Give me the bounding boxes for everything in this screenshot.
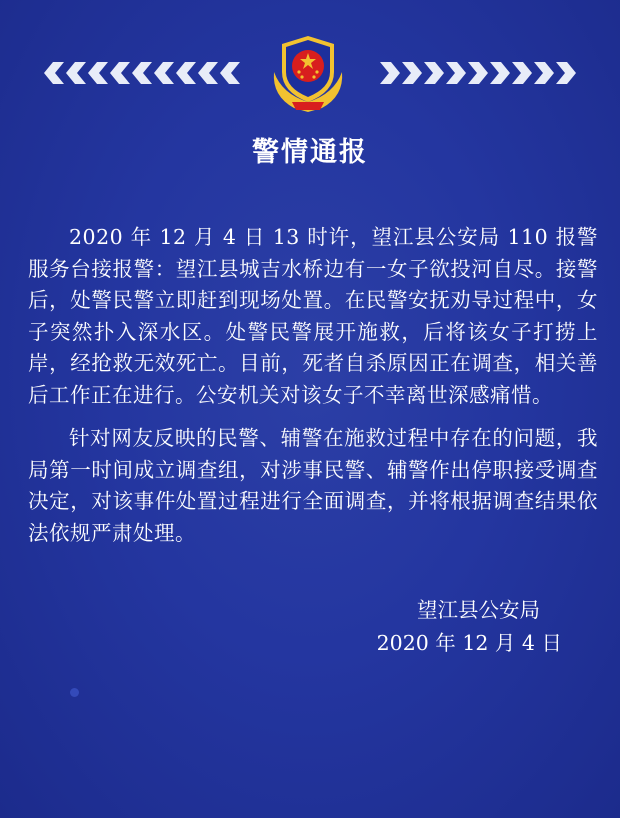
header-banner [0,28,620,118]
signature-organization: 望江县公安局 [417,598,540,622]
notice-title: 警情通报 [252,137,368,168]
paragraph-2: 针对网友反映的民警、辅警在施救过程中存在的问题，我局第一时间成立调查组，对涉事民警、辅警作出停职接受调查决定，对该事件处置过程进行全面调查，并将根据调查结果依法依规严肃处理。 [28,426,598,545]
signature-date: 2020 年 12 月 4 日 [376,631,562,655]
decorative-dot [70,688,79,697]
police-emblem-icon [264,32,352,114]
left-wing-icon [44,62,240,84]
notice-body [28,222,598,561]
paragraph-1: 2020 年 12 月 4 日 13 时许，望江县公安局 110 报警服务台接报警：望江县城吉水桥边有一女子欲投河自尽。接警后，处警民警立即赶到现场处置。在民警安抚劝导过程中，女子突然扑入深水区。处警民警展开施救，后将该女子打捞上岸，经抢救无效死亡。目前，死者自杀原因正在调查，相关善后工作正在进行。公安机关对该女子不幸离世深感痛惜。 [28,225,598,407]
right-wing-icon [380,62,576,84]
signature-block [377,594,562,660]
